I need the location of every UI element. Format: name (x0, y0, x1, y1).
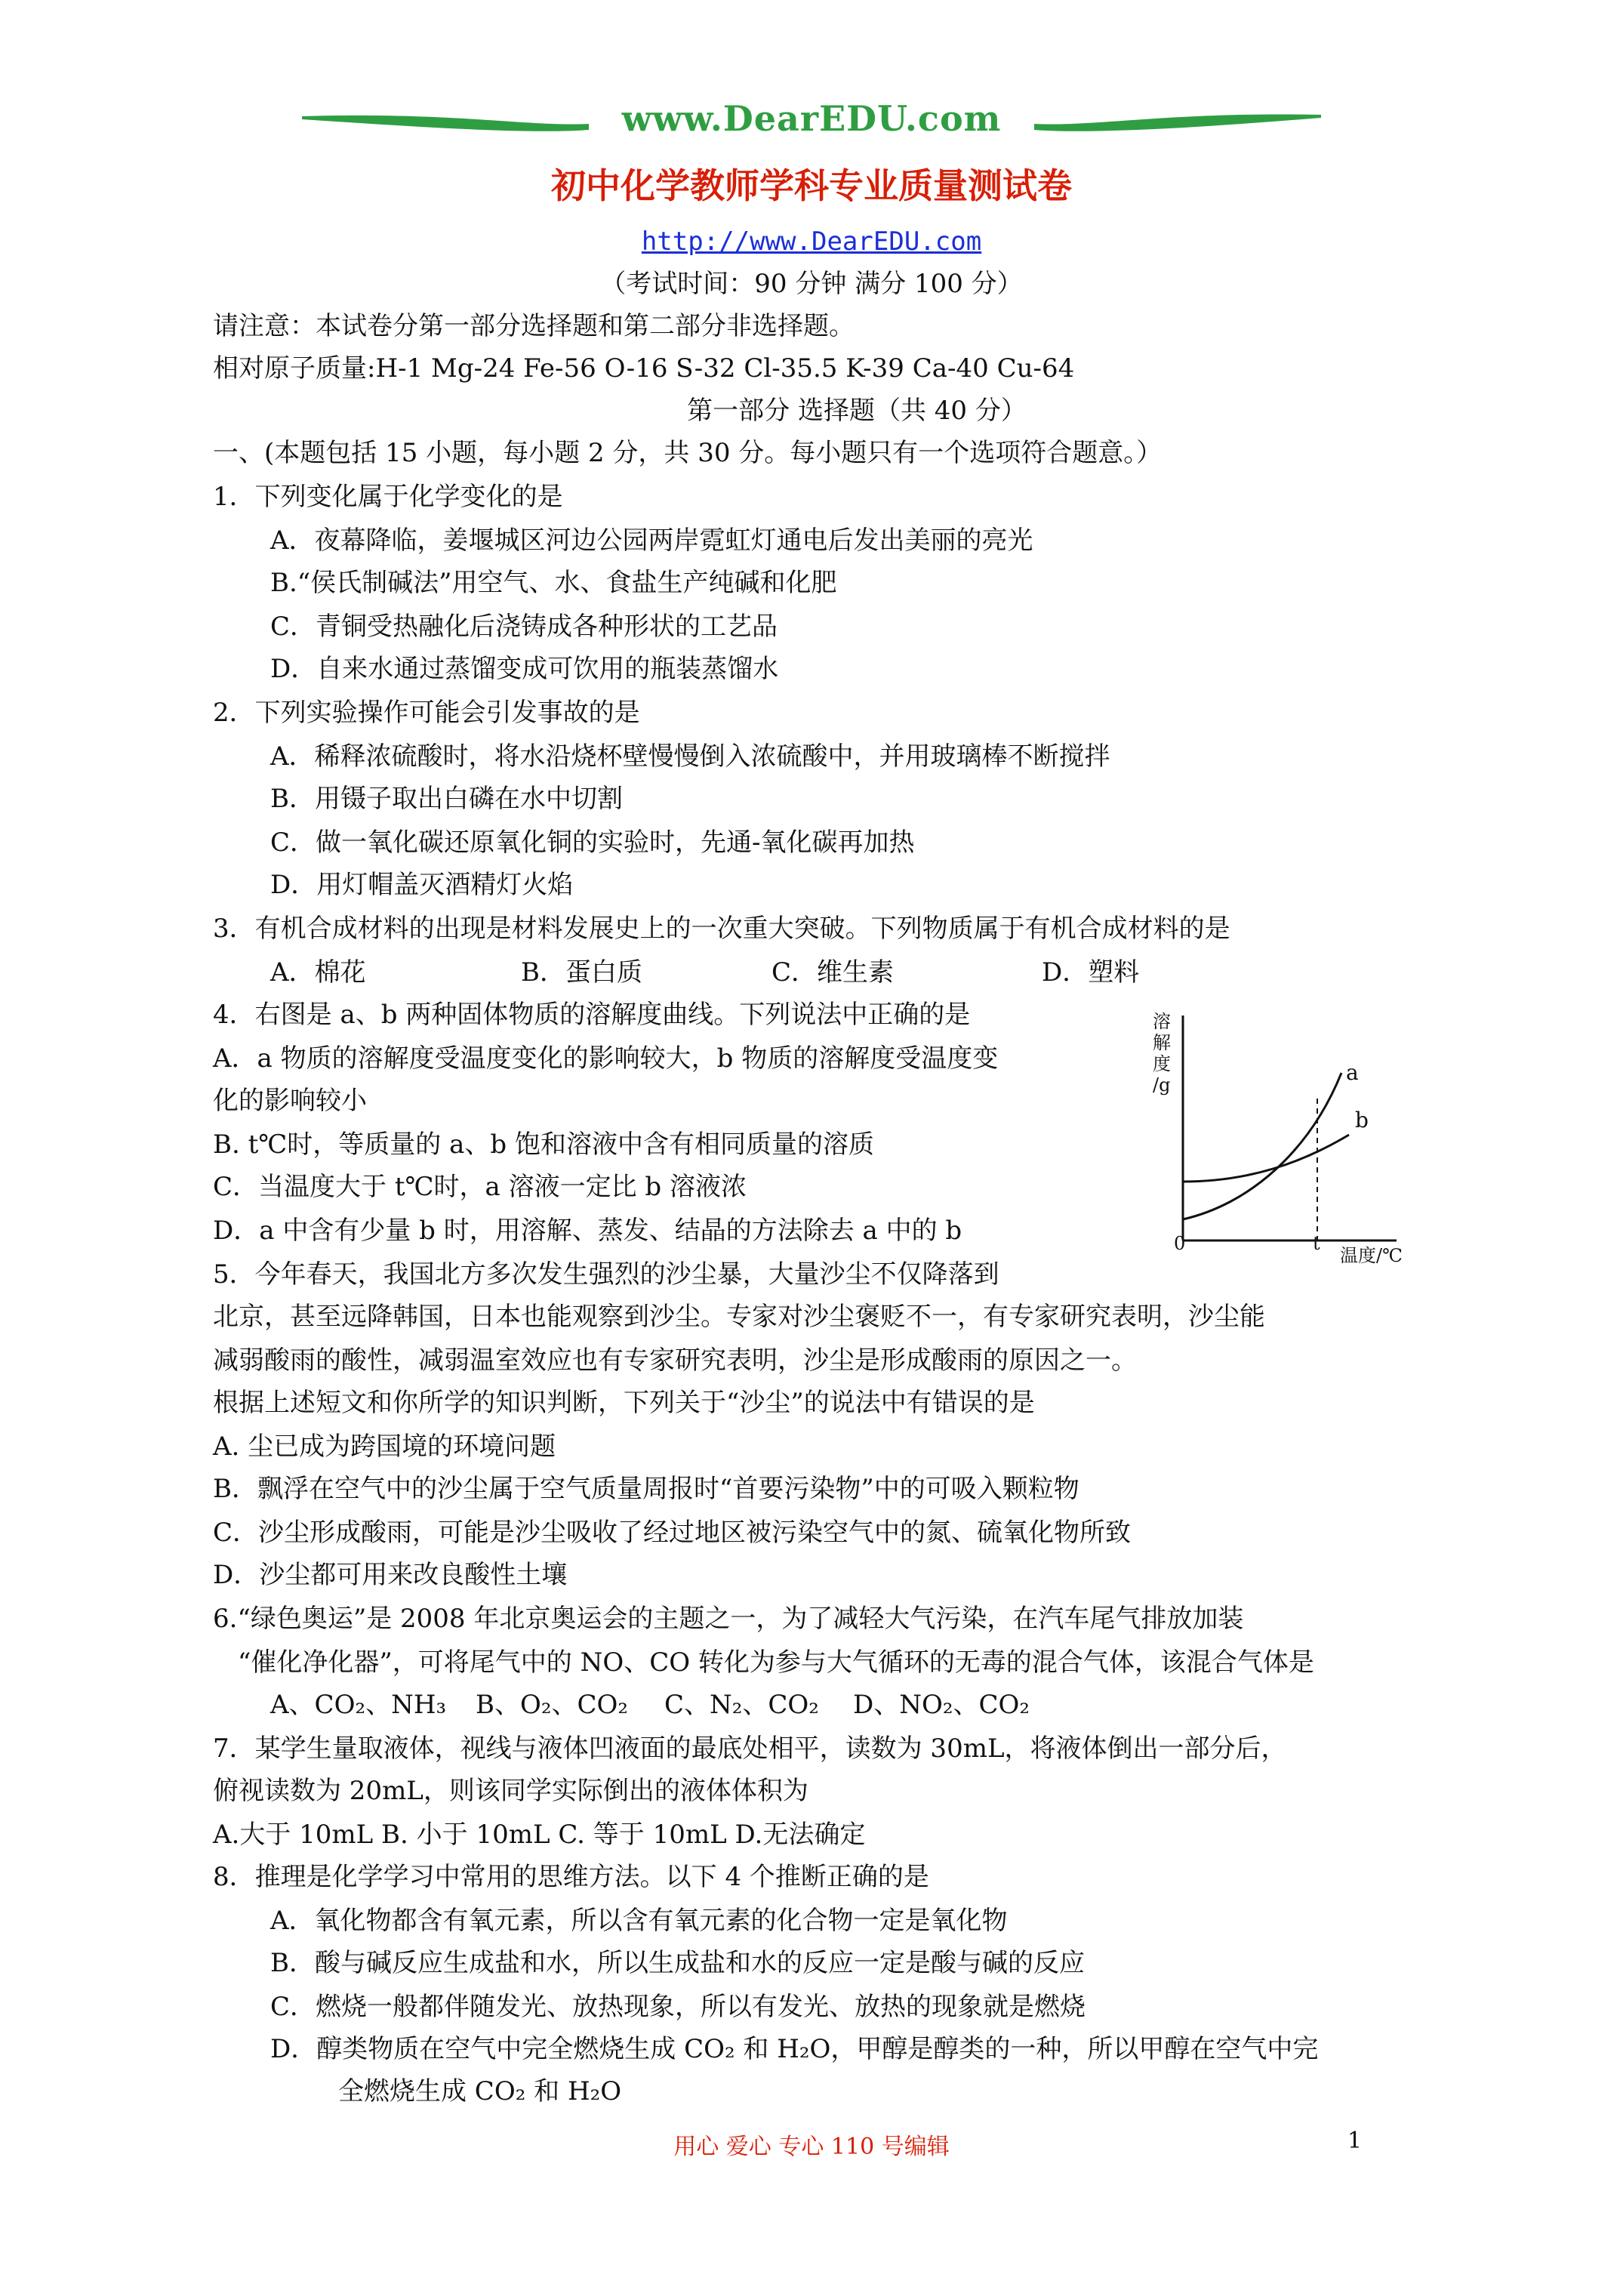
q3-stem: 3．有机合成材料的出现是材料发展史上的一次重大突破。下列物质属于有机合成材料的是 (213, 914, 1230, 944)
q8-option-d-cont: 全燃烧生成 CO₂ 和 H₂O (338, 2076, 622, 2106)
atomic-masses: 相对原子质量:H-1 Mg-24 Fe-56 O-16 S-32 Cl-35.5 K-39 Ca-40 Cu-64 (213, 353, 1075, 384)
q6-option-d: D、NO₂、CO₂ (853, 1690, 1030, 1720)
q1-option-c: C．青铜受热融化后浇铸成各种形状的工艺品 (270, 612, 778, 642)
q7-options: A.大于 10mL B. 小于 10mL C. 等于 10mL D.无法确定 (213, 1820, 866, 1850)
q2-option-d: D．用灯帽盖灭酒精灯火焰 (270, 870, 574, 900)
q5-option-b: B．飘浮在空气中的沙尘属于空气质量周报时“首要污染物”中的可吸入颗粒物 (213, 1474, 1079, 1504)
q4-option-b: B. t℃时，等质量的 a、b 饱和溶液中含有相同质量的溶质 (213, 1130, 874, 1160)
banner-site-name: www.DearEDU.com (621, 98, 1002, 139)
graph-y-label-2: 解 (1153, 1032, 1171, 1053)
page-number: 1 (1347, 2128, 1363, 2154)
q6-option-c: C、N₂、CO₂ (664, 1690, 819, 1720)
q1-option-b: B.“侯氏制碱法”用空气、水、食盐生产纯碱和化肥 (270, 568, 837, 598)
q2-option-b: B．用镊子取出白磷在水中切割 (270, 784, 623, 814)
q6-option-a: A、CO₂、NH₃ (270, 1690, 447, 1720)
q5-line-4: 根据上述短文和你所学的知识判断，下列关于“沙尘”的说法中有错误的是 (213, 1388, 1035, 1418)
q6-line-1: 6.“绿色奥运”是 2008 年北京奥运会的主题之一，为了减轻大气污染，在汽车尾气排放加装 (213, 1604, 1244, 1634)
q3-option-c: C．维生素 (771, 957, 895, 988)
exam-info: （考试时间：90 分钟 满分 100 分） (600, 269, 1023, 299)
curve-b-label: b (1355, 1108, 1369, 1133)
q5-line-3: 减弱酸雨的酸性，减弱温室效应也有专家研究表明，沙尘是形成酸雨的原因之一。 (213, 1345, 1137, 1376)
q5-option-d: D．沙尘都可用来改良酸性土壤 (213, 1560, 568, 1590)
q8-option-c: C．燃烧一般都伴随发光、放热现象，所以有发光、放热的现象就是燃烧 (270, 1992, 1086, 2022)
q4-option-a-cont: 化的影响较小 (213, 1086, 367, 1116)
solubility-curve-graph (1136, 1000, 1461, 1280)
q5-line-1: 5．今年春天，我国北方多次发生强烈的沙尘暴，大量沙尘不仅降落到 (213, 1259, 999, 1290)
q4-stem: 4．右图是 a、b 两种固体物质的溶解度曲线。下列说法中正确的是 (213, 1000, 971, 1030)
graph-y-label-1: 溶 (1153, 1011, 1171, 1032)
q7-line-2: 俯视读数为 20mL，则该同学实际倒出的液体体积为 (213, 1776, 808, 1806)
part1-title: 第一部分 选择题（共 40 分） (687, 396, 1027, 426)
q5-line-2: 北京，甚至远降韩国，日本也能观察到沙尘。专家对沙尘褒贬不一，有专家研究表明，沙尘能 (213, 1302, 1265, 1332)
q1-option-d: D．自来水通过蒸馏变成可饮用的瓶装蒸馏水 (270, 654, 779, 684)
q8-option-d: D．醇类物质在空气中完全燃烧生成 CO₂ 和 H₂O，甲醇是醇类的一种，所以甲醇在空气中完 (270, 2034, 1319, 2064)
page-footer: 用心 爱心 专心 110 号编辑 (673, 2134, 950, 2160)
q3-option-a: A．棉花 (270, 957, 366, 988)
graph-y-label-3: 度 (1153, 1053, 1171, 1074)
q5-option-c: C．沙尘形成酸雨，可能是沙尘吸收了经过地区被污染空气中的氮、硫氧化物所致 (213, 1518, 1132, 1548)
q3-option-d: D．塑料 (1042, 957, 1140, 988)
graph-t-label: t (1313, 1233, 1320, 1254)
q3-option-b: B．蛋白质 (521, 957, 642, 988)
q2-option-a: A．稀释浓硫酸时，将水沿烧杯壁慢慢倒入浓硫酸中，并用玻璃棒不断搅拌 (270, 741, 1110, 772)
graph-x-label: 温度/℃ (1340, 1245, 1403, 1266)
q1-option-a: A．夜幕降临，姜堰城区河边公园两岸霓虹灯通电后发出美丽的亮光 (270, 525, 1033, 556)
q1-stem: 1．下列变化属于化学变化的是 (213, 482, 563, 512)
document-title: 初中化学教师学科专业质量测试卷 (551, 165, 1072, 206)
site-link[interactable]: http://www.DearEDU.com (641, 227, 982, 257)
q7-line-1: 7．某学生量取液体，视线与液体凹液面的最底处相平，读数为 30mL，将液体倒出一部分后， (213, 1734, 1287, 1764)
q8-option-a: A．氧化物都含有氧元素，所以含有氧元素的化合物一定是氧化物 (270, 1906, 1008, 1936)
notice: 请注意：本试卷分第一部分选择题和第二部分非选择题。 (213, 311, 855, 341)
q2-stem: 2．下列实验操作可能会引发事故的是 (213, 698, 640, 728)
graph-y-label-4: /g (1153, 1074, 1171, 1096)
section1-intro: 一、(本题包括 15 小题，每小题 2 分，共 30 分。每小题只有一个选项符合题意。） (213, 438, 1163, 468)
q2-option-c: C．做一氧化碳还原氧化铜的实验时，先通-氧化碳再加热 (270, 827, 915, 858)
q4-option-d: D．a 中含有少量 b 时，用溶解、蒸发、结晶的方法除去 a 中的 b (213, 1216, 962, 1246)
q8-option-b: B．酸与碱反应生成盐和水，所以生成盐和水的反应一定是酸与碱的反应 (270, 1948, 1085, 1978)
graph-origin-label: 0 (1174, 1233, 1186, 1254)
q4-option-c: C．当温度大于 t℃时，a 溶液一定比 b 溶液浓 (213, 1172, 747, 1202)
q4-option-a: A．a 物质的溶解度受温度变化的影响较大，b 物质的溶解度受温度变 (213, 1043, 999, 1074)
q5-option-a: A. 尘已成为跨国境的环境问题 (213, 1432, 556, 1462)
curve-b (1183, 1135, 1349, 1182)
q6-line-2: “催化净化器”，可将尾气中的 NO、CO 转化为参与大气循环的无毒的混合气体，该混合气体是 (238, 1647, 1314, 1678)
q6-option-b: B、O₂、CO₂ (476, 1690, 629, 1720)
q8-stem: 8．推理是化学学习中常用的思维方法。以下 4 个推断正确的是 (213, 1862, 929, 1892)
curve-a-label: a (1346, 1060, 1359, 1085)
